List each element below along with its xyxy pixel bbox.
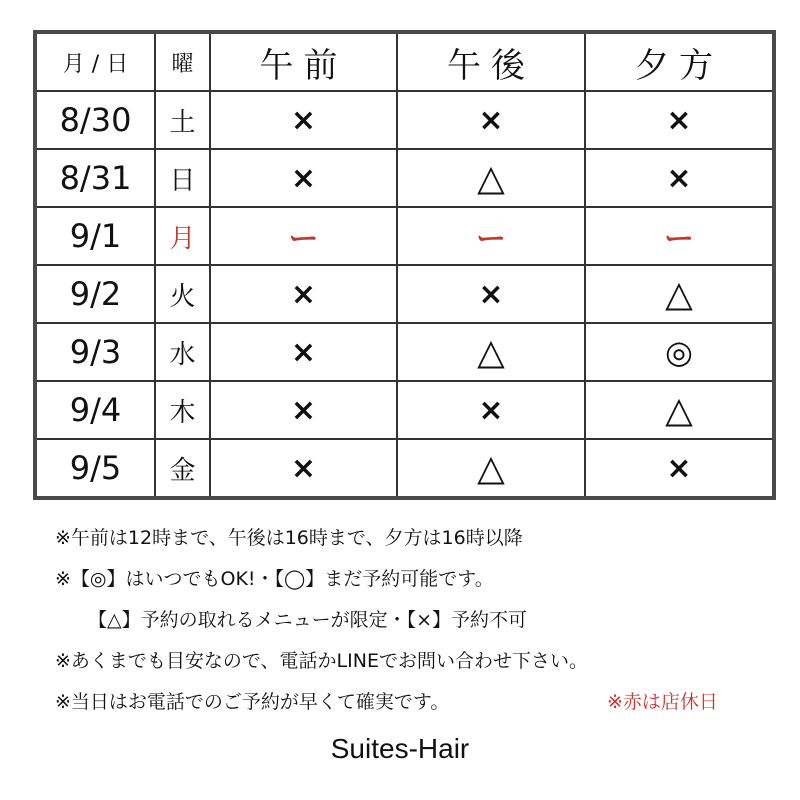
- slot-evening: ×: [585, 91, 774, 149]
- note-sameday-text: ※当日はお電話でのご予約が早くて確実です。: [55, 691, 450, 713]
- brand-name: Suites-Hair: [330, 733, 470, 764]
- note-legend-1: ※【◎】はいつでもOK!・【◯】まだ予約可能です。: [55, 568, 494, 590]
- row-day-of-week: 月: [155, 207, 210, 265]
- table-row: [35, 149, 774, 207]
- table-row: [35, 323, 774, 381]
- table-row: [35, 207, 774, 265]
- slot-morning: ×: [210, 91, 397, 149]
- header-afternoon: 午後: [397, 32, 585, 91]
- note-legend-2: 【△】予約の取れるメニューが限定・【×】予約不可: [88, 609, 528, 631]
- table-row: [35, 265, 774, 323]
- slot-evening: ー: [585, 207, 774, 265]
- slot-evening: △: [585, 381, 774, 439]
- row-day-of-week: 金: [155, 439, 210, 498]
- note-hours: ※午前は12時まで、午後は16時まで、夕方は16時以降: [55, 527, 523, 549]
- header-row: [35, 32, 774, 91]
- slot-morning: ×: [210, 439, 397, 498]
- row-day-of-week: 木: [155, 381, 210, 439]
- row-day-of-week: 日: [155, 149, 210, 207]
- row-date: 9/4: [35, 381, 155, 439]
- slot-evening: △: [585, 265, 774, 323]
- table-body: [35, 91, 774, 498]
- availability-table: [33, 30, 776, 500]
- slot-morning: ×: [210, 265, 397, 323]
- slot-afternoon: △: [397, 149, 585, 207]
- notes: [55, 518, 775, 723]
- table-row: [35, 439, 774, 498]
- note-closed-day: ※赤は店休日: [607, 691, 718, 713]
- header-evening: 夕方: [585, 32, 774, 91]
- slot-afternoon: △: [397, 439, 585, 498]
- slot-morning: ー: [210, 207, 397, 265]
- slot-morning: ×: [210, 149, 397, 207]
- slot-morning: ×: [210, 381, 397, 439]
- table-row: [35, 91, 774, 149]
- row-date: 9/2: [35, 265, 155, 323]
- slot-evening: ◎: [585, 323, 774, 381]
- slot-afternoon: △: [397, 323, 585, 381]
- row-date: 8/30: [35, 91, 155, 149]
- note-contact: ※あくまでも目安なので、電話かLINEでお問い合わせ下さい。: [55, 650, 588, 672]
- row-date: 9/1: [35, 207, 155, 265]
- row-date: 9/5: [35, 439, 155, 498]
- row-date: 9/3: [35, 323, 155, 381]
- row-day-of-week: 火: [155, 265, 210, 323]
- table-row: [35, 381, 774, 439]
- slot-morning: ×: [210, 323, 397, 381]
- slot-afternoon: ×: [397, 265, 585, 323]
- header-day-of-week: 曜: [155, 32, 210, 91]
- row-day-of-week: 土: [155, 91, 210, 149]
- slot-evening: ×: [585, 149, 774, 207]
- slot-afternoon: ×: [397, 381, 585, 439]
- slot-evening: ×: [585, 439, 774, 498]
- note-sameday: [55, 682, 775, 723]
- slot-afternoon: ×: [397, 91, 585, 149]
- header-date: 月 / 日: [35, 32, 155, 91]
- slot-afternoon: ー: [397, 207, 585, 265]
- row-day-of-week: 水: [155, 323, 210, 381]
- header-morning: 午前: [210, 32, 397, 91]
- row-date: 8/31: [35, 149, 155, 207]
